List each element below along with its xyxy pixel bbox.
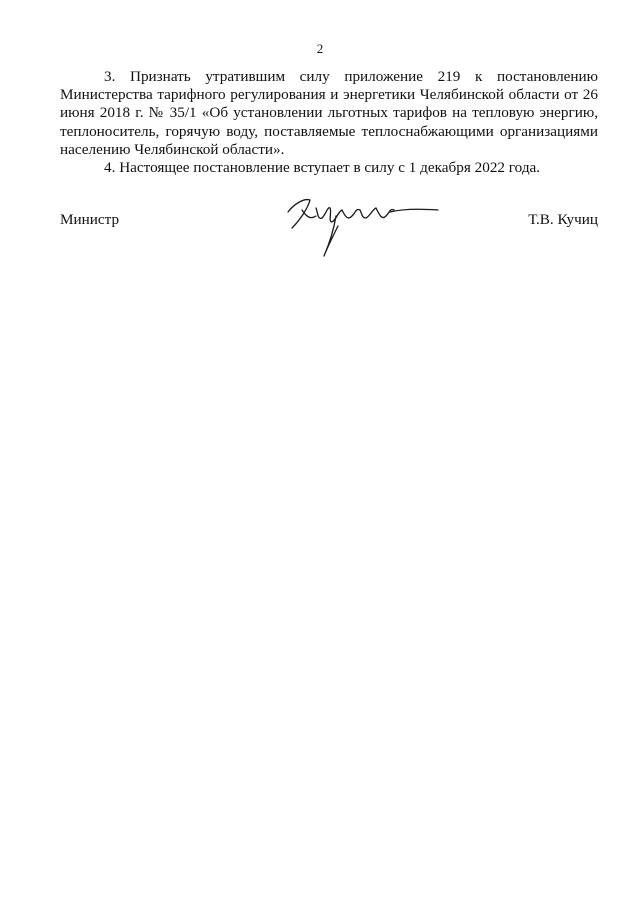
signer-position: Министр: [60, 211, 120, 228]
signer-name: Т.В. Кучиц: [528, 211, 598, 228]
signature-stroke: [342, 208, 376, 218]
signature-stroke: [316, 208, 342, 222]
paragraph-3: 3. Признать утратившим силу приложение 219 к постановлению Министерства тарифного регулирования и энергетики Челябинской области от 26 июня 2018 г. № 35/1 «Об установлении льготных тарифов на тепловую энергию, теплоноситель, горячую воду, поставляемые теплоснабжающими организациями населению Челябинской области».: [60, 68, 598, 158]
document-body: [60, 68, 598, 177]
signature-stroke: [390, 209, 438, 212]
signature-stroke: [288, 200, 310, 228]
signature-stroke: [302, 210, 316, 218]
handwritten-signature-icon: [280, 186, 440, 260]
signature-stroke: [376, 208, 394, 218]
paragraph-4: 4. Настоящее постановление вступает в силу с 1 декабря 2022 года.: [104, 159, 541, 177]
page-number: 2: [316, 41, 324, 56]
